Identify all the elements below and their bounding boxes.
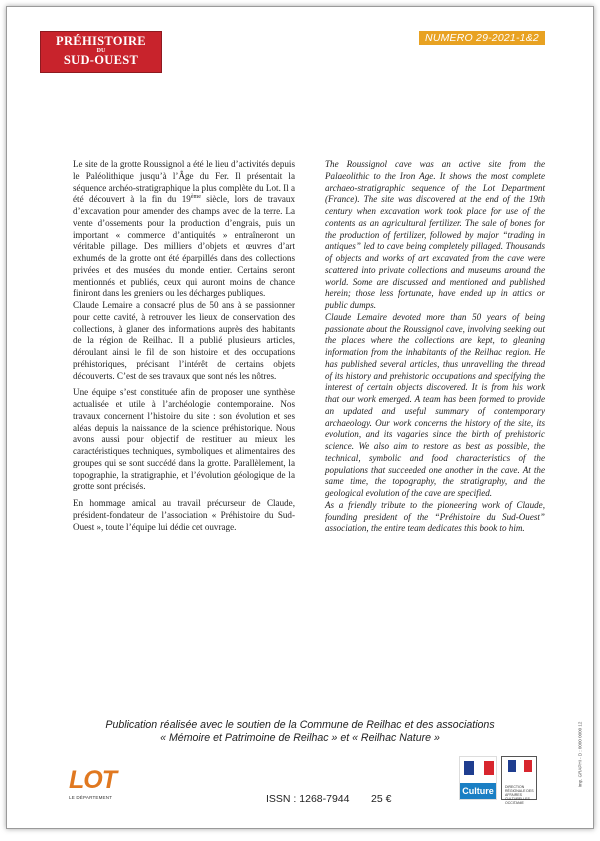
- logo-line1: PRÉHISTOIRE: [56, 34, 146, 48]
- french-column: [73, 159, 295, 533]
- printer-side-text: Imp. GRAPHI - D : 0000 0000 12: [577, 721, 583, 788]
- french-p1-start: Le site de la grotte Roussignol a été le lieu d’activités depuis le Paléolithique jusqu’à l’Âge du Fer. Il présentait la séquence archéo-stratigraphique la plus complète du Lot. Il a été découvert à la fin du 19: [73, 159, 295, 205]
- french-p1-superscript: ème: [190, 194, 201, 201]
- support-statement-line2: « Mémoire et Patrimoine de Reilhac » et « Reilhac Nature »: [160, 732, 440, 744]
- culture-label: Culture: [460, 783, 496, 799]
- ministry-culture-logo: [459, 756, 497, 800]
- lot-department-logo: [69, 767, 117, 807]
- drac-logo: [501, 756, 537, 805]
- french-flag-icon: [464, 761, 494, 775]
- printer-side-note: [570, 707, 583, 807]
- journal-logo: [40, 31, 162, 73]
- english-paragraph-1: The Roussignol cave was an active site from the Palaeolithic to the Iron Age. It shows the most complete archaeo-stratigraphic sequence of the Lot Department (France). The site was discovered at the end of the 19th century when excavation work took place for use of the contents as an agricultural fertilizer. The sale of bones for the production of fertilizer, followed by major “trading in antiques” led to cave being completely pillaged. Thousands of objects and works of art excavated from the cave were scattered into private collections and museums around the world. Some are discussed and mentioned and published herein; those less fortunate, have ended up in attics or public dumps.: [325, 159, 545, 310]
- lot-logo-word: LOT: [69, 766, 116, 794]
- back-cover-page: [6, 6, 594, 829]
- french-paragraph-3: Une équipe s’est constituée afin de proposer une synthèse actualisée et utile à l’archéologie contemporaine. Nos travaux concernent l’histoire du site : son évolution et ses aléas depuis la naissance de la science préhistorique. Nous avons aussi pour objectif de restituer au mieux les caractéristiques techniques, symboliques et alimentaires des groupes qui se sont succédé dans la grotte. Parallèlement, la topographie, la stratigraphie, et l’évolution géologique de la grotte sont précisés.: [73, 387, 295, 492]
- french-paragraph-4: En hommage amical au travail précurseur de Claude, président-fondateur de l’association « Préhistoire du Sud-Ouest », toute l’équipe lui dédie cet ouvrage.: [73, 498, 295, 532]
- drac-text: DIRECTION RÉGIONALE DES AFFAIRES CULTURELLES OCCITANIE: [505, 785, 534, 805]
- french-paragraph-2: Claude Lemaire a consacré plus de 50 ans à se passionner pour cette cavité, à retrouver les lieux de conservation des collections, à glaner des informations auprès des habitants de la région de Reilhac. Il a publié plusieurs articles, déroulant ainsi le fil de son histoire et des occupations préhistoriques, précisant l’intérêt de certains objets découverts. C’est de ses travaux que sont nés les nôtres.: [73, 300, 295, 381]
- english-paragraph-3: As a friendly tribute to the pioneering work of Claude, founding president of the “Préhistoire du Sud-Ouest” association, the entire team dedicates this book to him.: [325, 499, 545, 534]
- french-p1-end: siècle, lors de travaux d’excavation pour amender des champs avec de la terre. La vente d’ossements pour la production d’engrais, puis un important « commerce d’antiquités » entraîneront un véritable pillage. Des milliers d’objets et œuvres d’art exhumés de la grotte ont été éparpillés dans des collections privées et des musées du monde entier. Certains seront mentionnés et publiés, ceux qui auront moins de chance finiront dans les greniers ou les décharges publiques.: [73, 194, 296, 299]
- lot-logo-subtitle: LE DÉPARTEMENT: [69, 795, 113, 800]
- price: 25 €: [371, 793, 392, 805]
- issn-number: ISSN : 1268-7944: [266, 793, 350, 805]
- english-column: [325, 159, 545, 535]
- english-paragraph-2: Claude Lemaire devoted more than 50 years of being passionate about the Roussignol cave, involving seeking out the places where the collections are kept, to gleaning information from the inhabitants of the Reilhac region. He has published several articles, thus unravelling the thread of its history and prehistoric occupations and specifying the interest of certain objects discovered. It is from his work that our work emerged. A team has been formed to provide an updated and useful summary of contemporary archaeology. Our work concerns the history of the site, its evolution, and its vagaries since the birth of prehistoric science. We also aim to restore as best as possible, the technical, symbolic and food characteristics of the populations that succeeded one another in the cave. At the same time, the topography, the stratigraphy, and the geological evolution of the cave are specified.: [325, 311, 545, 498]
- issue-number-banner: NUMERO 29-2021-1&2: [419, 31, 545, 45]
- logo-line2: DU: [96, 48, 106, 54]
- logo-line3: SUD-OUEST: [63, 53, 139, 67]
- french-flag-icon: [508, 760, 532, 772]
- french-paragraph-1: [73, 159, 295, 300]
- support-statement-line1: Publication réalisée avec le soutien de la Commune de Reilhac et des associations: [105, 719, 495, 731]
